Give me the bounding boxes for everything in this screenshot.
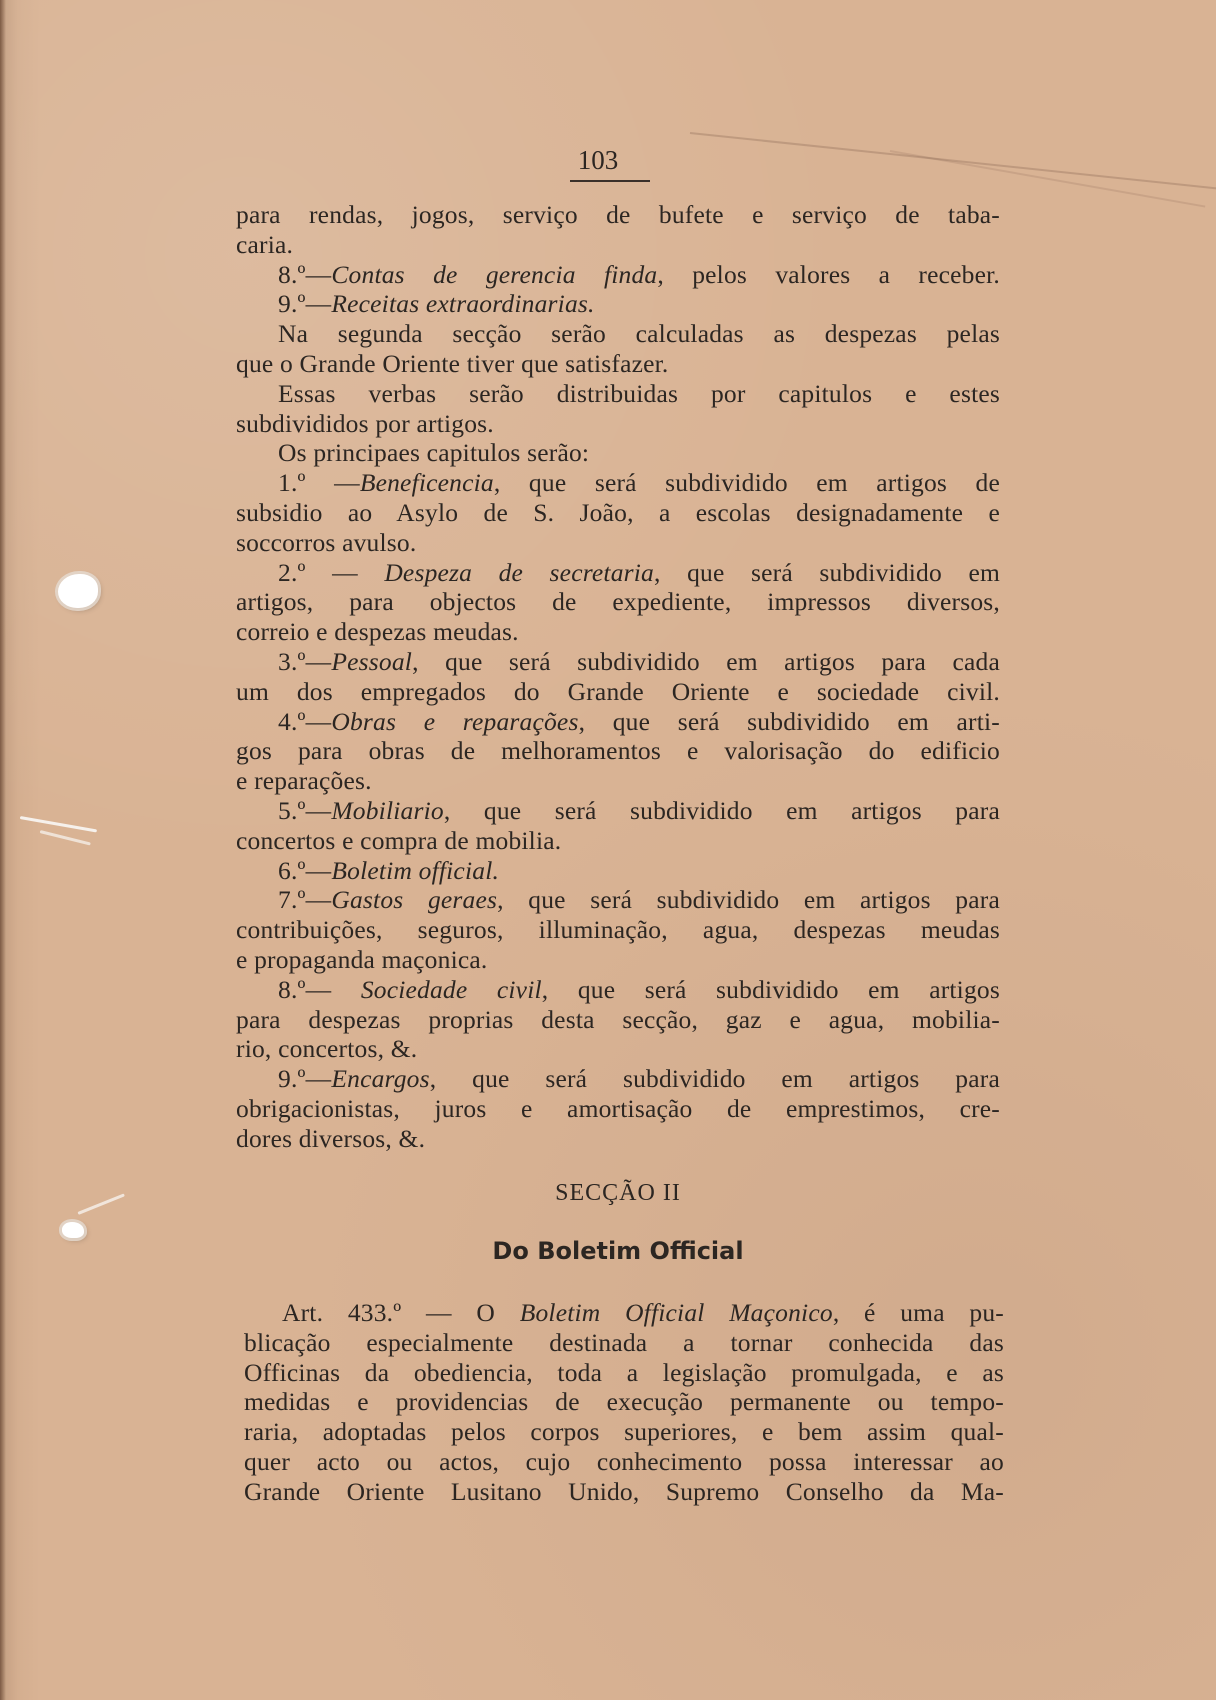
list-item-line: 8.º—Contas de gerencia finda, pelos valores a receber. [278, 259, 1000, 289]
text-line: Os principaes capitulos serão: [278, 438, 590, 468]
text-line: contribuições, seguros, illuminação, agua, despezas meudas [236, 915, 1000, 945]
paper-tear [77, 1193, 124, 1215]
text-line: e reparações. [236, 766, 372, 796]
text-line: para despezas proprias desta secção, gaz e agua, mobilia- [236, 1004, 1000, 1034]
list-item-line: 5.º—Mobiliario, que será subdividido em artigos para [278, 795, 1000, 825]
article-line: medidas e providencias de execução permanente ou tempo- [244, 1387, 1004, 1417]
list-item-line: 4.º—Obras e reparações, que será subdividido em arti- [278, 706, 1000, 736]
list-item-line: 9.º—Receitas extraordinarias. [278, 289, 595, 319]
text-line: um dos empregados do Grande Oriente e sociedade civil. [236, 676, 1000, 706]
text-line: dores diversos, &. [236, 1123, 426, 1153]
list-item-line: 6.º—Boletim official. [278, 855, 500, 885]
page-number: 103 [577, 145, 619, 175]
page-body [236, 200, 1000, 1154]
paper-hole [58, 574, 98, 608]
list-item-line: 9.º—Encargos, que será subdividido em artigos para [278, 1064, 1000, 1094]
text-line: Essas verbas serão distribuidas por capitulos e estes [278, 378, 1000, 408]
section-title: Do Boletim Official [492, 1237, 744, 1265]
paper-hole-small [62, 1222, 84, 1238]
text-line: correio e despezas meudas. [236, 617, 519, 647]
paper-tear [20, 816, 97, 832]
text-line: concertos e compra de mobilia. [236, 825, 562, 855]
list-item-line: 3.º—Pessoal, que será subdividido em artigos para cada [278, 646, 1000, 676]
text-line: artigos, para objectos de expediente, impressos diversos, [236, 587, 1000, 617]
list-item-line: 8.º— Sociedade civil, que será subdividido em artigos [278, 974, 1000, 1004]
article-line: blicação especialmente destinada a tornar conhecida das [244, 1327, 1004, 1357]
article-433 [244, 1298, 1004, 1507]
text-line: gos para obras de melhoramentos e valorisação do edificio [236, 736, 1000, 766]
list-item-line: 7.º—Gastos geraes, que será subdividido em artigos para [278, 885, 1000, 915]
text-line: e propaganda maçonica. [236, 944, 488, 974]
text-line: rio, concertos, &. [236, 1034, 418, 1064]
article-line: Art. 433.º — O Boletim Official Maçonico, é uma pu- [282, 1298, 1004, 1327]
text-line: para rendas, jogos, serviço de bufete e serviço de taba- [236, 200, 1000, 229]
article-line: Officinas da obediencia, toda a legislação promulgada, e as [244, 1357, 1004, 1387]
article-line: raria, adoptadas pelos corpos superiores, e bem assim qual- [244, 1417, 1004, 1447]
section-heading: SECÇÃO II [555, 1180, 681, 1206]
article-line: quer acto ou actos, cujo conhecimento possa interessar ao [244, 1446, 1004, 1476]
text-line: subdivididos por artigos. [236, 408, 494, 438]
page-number-rule [570, 180, 650, 182]
text-line: subsidio ao Asylo de S. João, a escolas designadamente e [236, 497, 1000, 527]
list-item-line: 2.º — Despeza de secretaria, que será subdividido em [278, 557, 1000, 587]
text-line: Na segunda secção serão calculadas as despezas pelas [278, 319, 1000, 349]
text-line: caria. [236, 229, 294, 259]
text-line: que o Grande Oriente tiver que satisfazer. [236, 348, 669, 378]
page-spine-shadow [0, 0, 6, 1700]
list-item-line: 1.º —Beneficencia, que será subdividido em artigos de [278, 468, 1000, 498]
text-line: obrigacionistas, juros e amortisação de emprestimos, cre- [236, 1093, 1000, 1123]
text-line: soccorros avulso. [236, 527, 417, 557]
article-line: Grande Oriente Lusitano Unido, Supremo Conselho da Ma- [244, 1476, 1004, 1506]
paper-crease-secondary [890, 150, 1205, 208]
paper-tear [40, 830, 91, 845]
